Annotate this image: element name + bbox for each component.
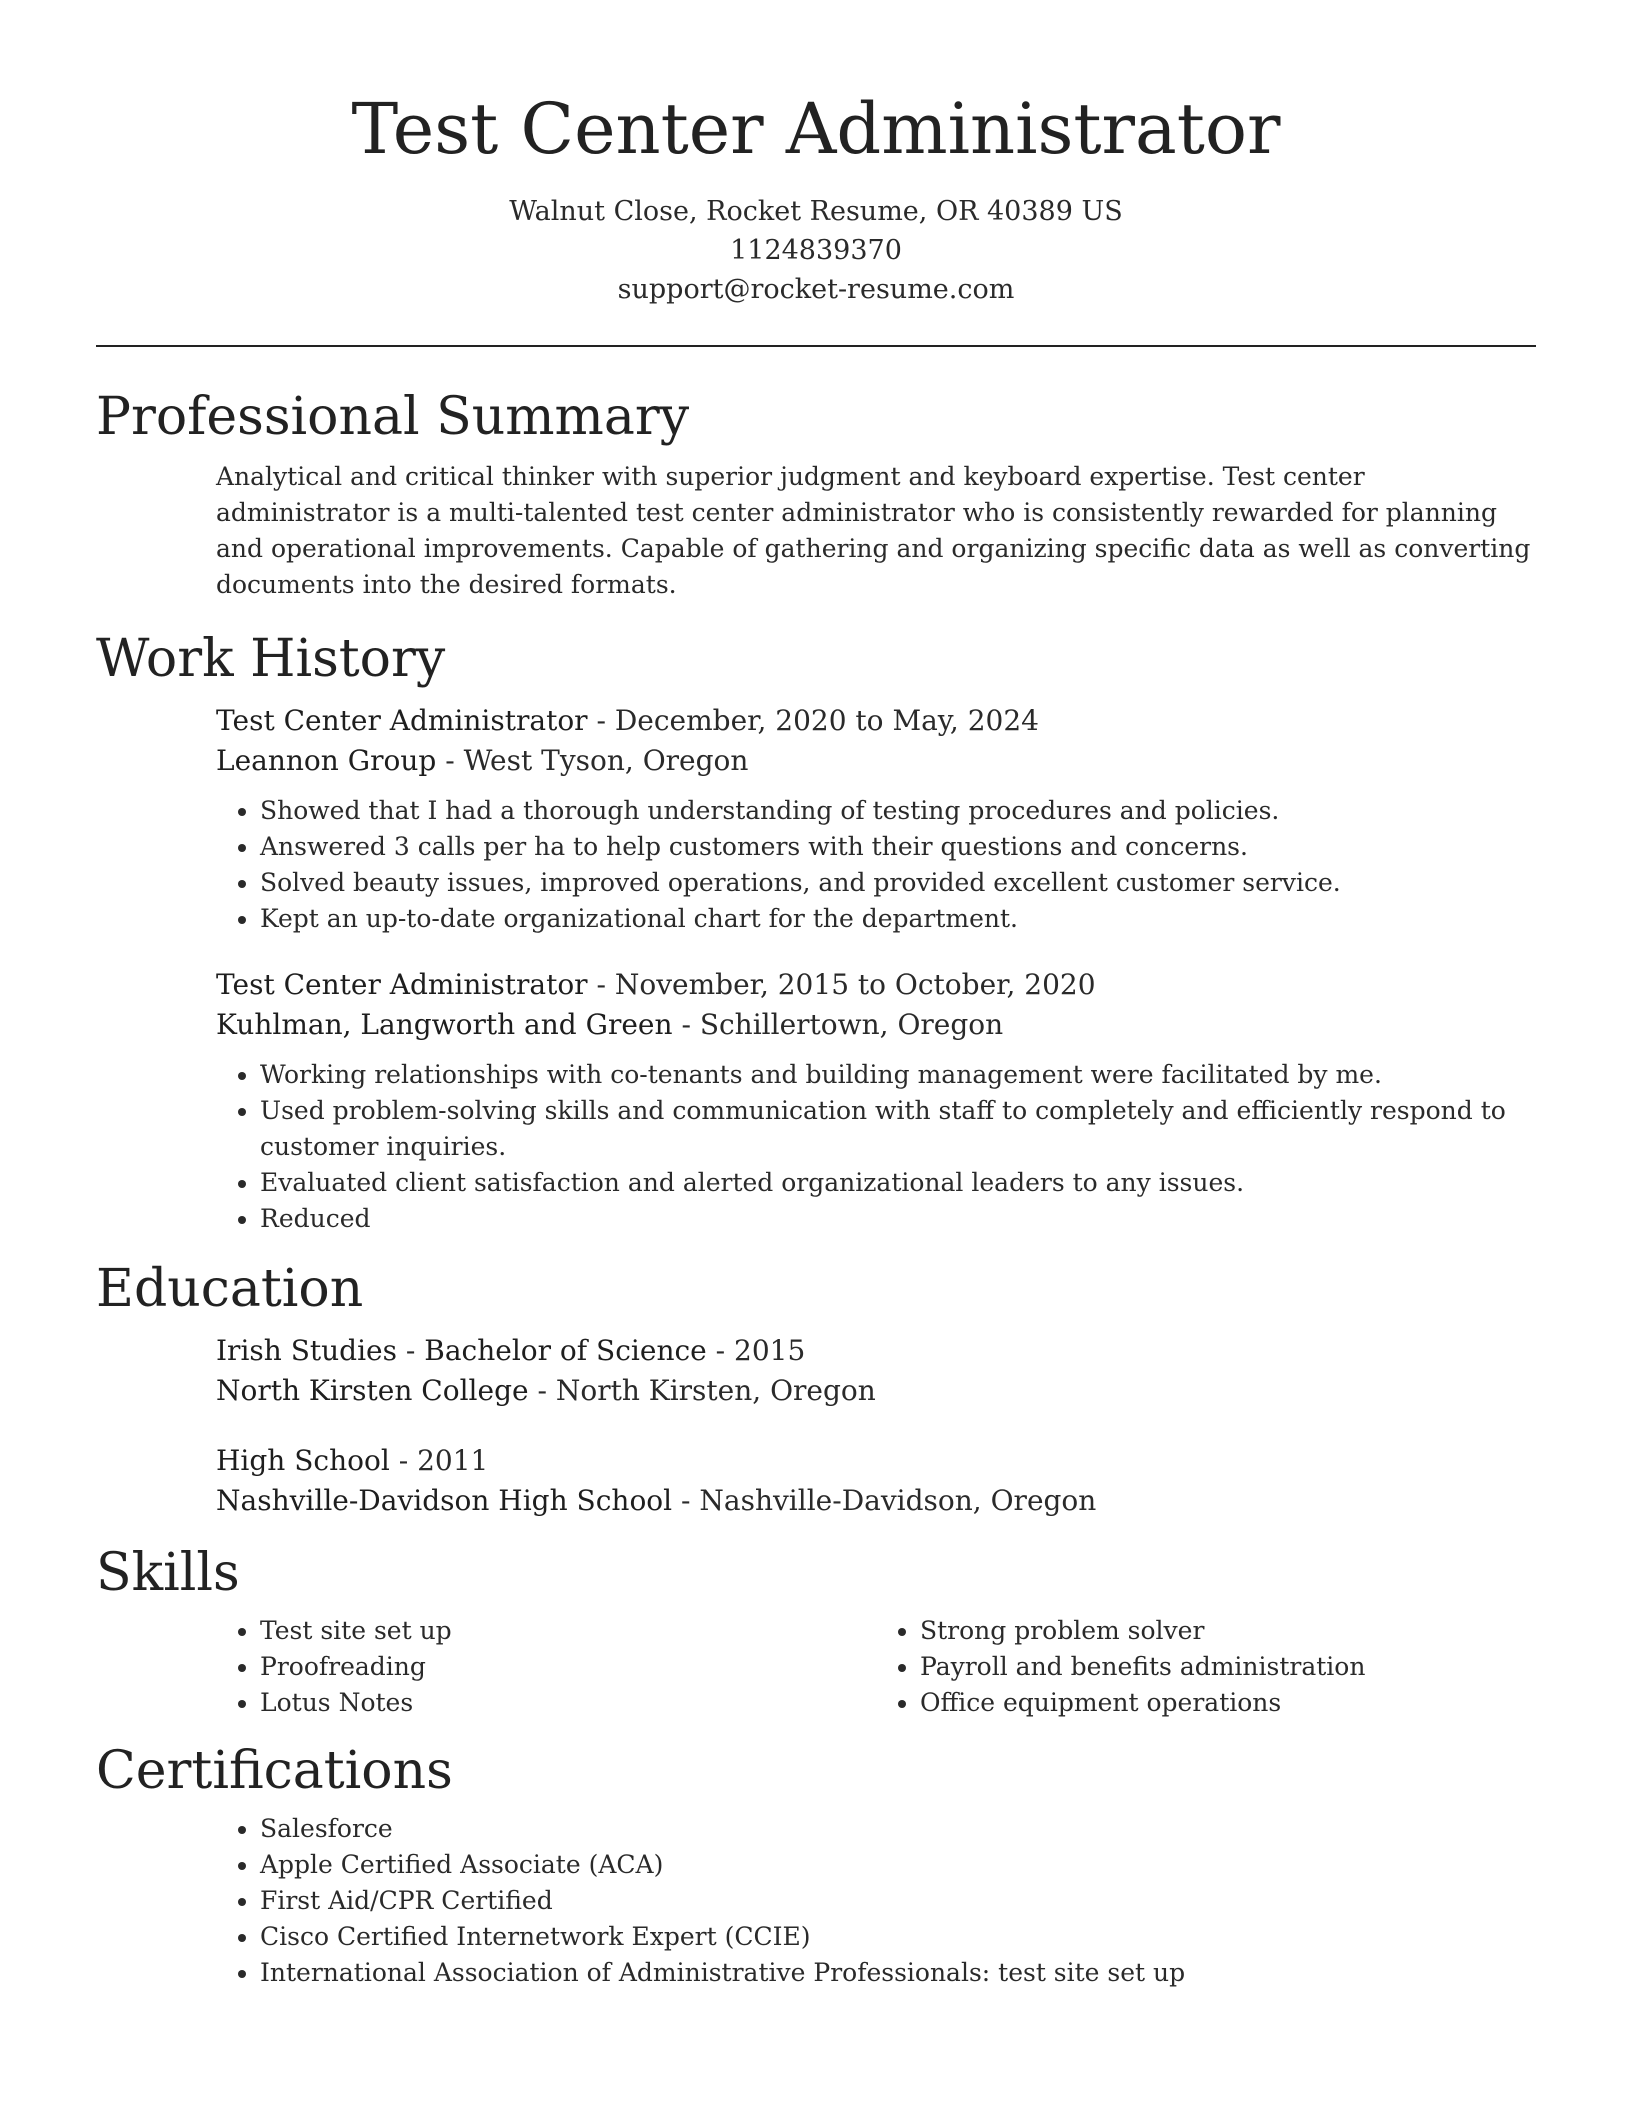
- education-heading: Education: [96, 1259, 364, 1319]
- list-item: • Solved beauty issues, improved operations, and provided excellent customer service.: [260, 865, 1536, 901]
- education-location: North Kirsten, Oregon: [555, 1374, 876, 1407]
- job-entry: [216, 701, 1536, 937]
- work-history-section: [96, 627, 1536, 1237]
- education-entry: Irish Studies - Bachelor of Science - 2015 North Kirsten College - North Kirsten, Oregon: [216, 1334, 876, 1407]
- skills-grid: [96, 1605, 1536, 1721]
- education-field: High School: [216, 1444, 390, 1477]
- job-entry: [216, 965, 1536, 1237]
- education-field: Irish Studies: [216, 1334, 397, 1367]
- work-history-heading: Work History: [96, 629, 446, 689]
- education-school: Nashville-Davidson High School: [216, 1484, 673, 1517]
- education-entry: High School - 2011 Nashville-Davidson High School - Nashville-Davidson, Oregon: [216, 1444, 1097, 1517]
- certifications-section: [96, 1739, 1536, 1991]
- job-company-line: Leannon Group - West Tyson, Oregon: [216, 744, 749, 777]
- email-text: support@rocket-resume.com: [617, 274, 1015, 305]
- education-section: [96, 1257, 1536, 1521]
- certifications-heading: Certifications: [96, 1741, 453, 1801]
- summary-paragraph: Analytical and critical thinker with superior judgment and keyboard expertise. Test center administrator is a multi-talented test center administrator who is consistently rewarded for planning and operational improvements. Capable of gathering and organizing specific data as well as converting documents into the desired formats.: [216, 462, 1531, 599]
- list-item: • Evaluated client satisfaction and alerted organizational leaders to any issues.: [260, 1165, 1536, 1201]
- list-item: • First Aid/CPR Certified: [260, 1883, 1536, 1919]
- education-year: 2011: [417, 1444, 489, 1477]
- summary-heading: Professional Summary: [96, 387, 690, 447]
- list-item: • Test site set up: [260, 1613, 876, 1649]
- job-bullets: [216, 793, 1536, 937]
- list-item: • Working relationships with co-tenants and building management were facilitated by me.: [260, 1057, 1536, 1093]
- phone-text: 1124839370: [730, 235, 902, 266]
- job-title-line: Test Center Administrator - December, 2020 to May, 2024: [216, 704, 1039, 737]
- job-company-line: Kuhlman, Langworth and Green - Schillertown, Oregon: [216, 1008, 1004, 1041]
- job-dates: November, 2015 to October, 2020: [614, 968, 1096, 1001]
- list-item: • Cisco Certified Internetwork Expert (CCIE): [260, 1919, 1536, 1955]
- list-item: • Strong problem solver: [920, 1613, 1536, 1649]
- job-role: Test Center Administrator: [216, 704, 588, 737]
- summary-section: [96, 385, 1536, 603]
- list-item: • International Association of Administrative Professionals: test site set up: [260, 1955, 1536, 1991]
- education-school: North Kirsten College: [216, 1374, 529, 1407]
- address-text: Walnut Close, Rocket Resume, OR 40389 US: [509, 196, 1123, 227]
- header-divider: [96, 345, 1536, 347]
- list-item: • Payroll and benefits administration: [920, 1649, 1536, 1685]
- candidate-name: Test Center Administrator: [351, 88, 1281, 170]
- education-degree: Bachelor of Science: [424, 1334, 707, 1367]
- skills-list-right: [876, 1613, 1536, 1721]
- skills-heading: Skills: [96, 1543, 240, 1603]
- job-bullets: [216, 1057, 1536, 1237]
- list-item: • Answered 3 calls per ha to help customers with their questions and concerns.: [260, 829, 1536, 865]
- education-location: Nashville-Davidson, Oregon: [699, 1484, 1097, 1517]
- list-item: • Showed that I had a thorough understanding of testing procedures and policies.: [260, 793, 1536, 829]
- job-dates: December, 2020 to May, 2024: [614, 704, 1039, 737]
- skills-list-left: [216, 1613, 876, 1721]
- list-item: • Used problem-solving skills and communication with staff to completely and efficiently respond to customer inquiries.: [260, 1093, 1536, 1165]
- list-item: • Kept an up-to-date organizational chart for the department.: [260, 901, 1536, 937]
- certifications-list: [216, 1811, 1536, 1991]
- contact-block: [96, 192, 1536, 309]
- list-item: • Proofreading: [260, 1649, 876, 1685]
- job-company: Leannon Group: [216, 744, 437, 777]
- job-role: Test Center Administrator: [216, 968, 588, 1001]
- skills-section: [96, 1541, 1536, 1721]
- education-year: 2015: [734, 1334, 806, 1367]
- resume-header: [96, 0, 1536, 309]
- job-company: Kuhlman, Langworth and Green: [216, 1008, 673, 1041]
- job-location: West Tyson, Oregon: [463, 744, 749, 777]
- list-item: • Apple Certified Associate (ACA): [260, 1847, 1536, 1883]
- list-item: • Lotus Notes: [260, 1685, 876, 1721]
- list-item: • Office equipment operations: [920, 1685, 1536, 1721]
- job-location: Schillertown, Oregon: [699, 1008, 1004, 1041]
- list-item: • Reduced: [260, 1201, 1536, 1237]
- list-item: • Salesforce: [260, 1811, 1536, 1847]
- job-title-line: Test Center Administrator - November, 2015 to October, 2020: [216, 968, 1096, 1001]
